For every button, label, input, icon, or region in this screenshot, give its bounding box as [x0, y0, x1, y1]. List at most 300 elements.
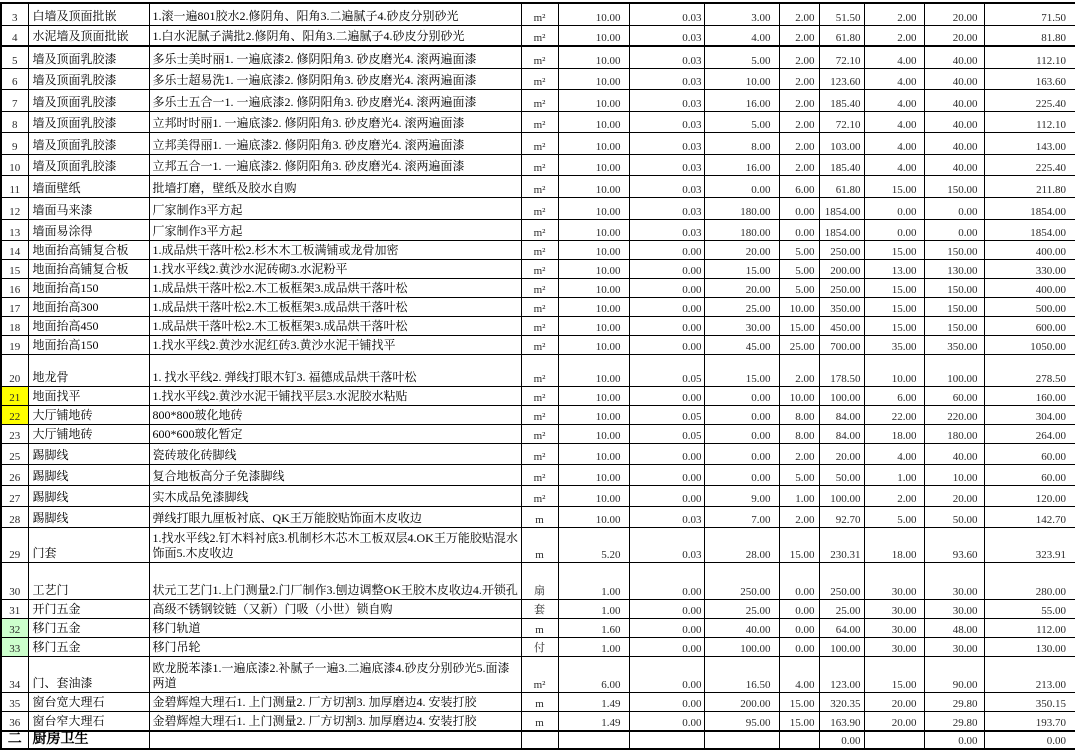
- cell-total[interactable]: 1854.00: [984, 219, 1075, 240]
- cell-value-6[interactable]: 30.00: [924, 562, 984, 599]
- cell-value-4[interactable]: 100.00: [819, 386, 864, 405]
- cell-quantity[interactable]: 6.00: [558, 656, 629, 692]
- cell-value-1[interactable]: 0.00: [629, 297, 704, 316]
- cell-quantity[interactable]: 10.00: [558, 197, 629, 219]
- cell-total[interactable]: 280.00: [984, 562, 1075, 599]
- cell-value-5[interactable]: 22.00: [864, 405, 924, 424]
- cell-value-3[interactable]: 2.00: [779, 132, 819, 154]
- cell-total[interactable]: 213.00: [984, 656, 1075, 692]
- cell-value-4[interactable]: 72.10: [819, 46, 864, 68]
- cell-value-2[interactable]: 16.00: [704, 154, 779, 175]
- cell-row-number[interactable]: 22: [1, 405, 28, 424]
- cell-item-name[interactable]: 地面抬高300: [28, 297, 149, 316]
- cell-value-1[interactable]: 0.05: [629, 405, 704, 424]
- cell-value-6[interactable]: 30.00: [924, 637, 984, 656]
- cell-value-4[interactable]: 84.00: [819, 424, 864, 443]
- cell-item-name[interactable]: 踢脚线: [28, 506, 149, 527]
- cell-value-5[interactable]: 15.00: [864, 175, 924, 197]
- cell-value-2[interactable]: 15.00: [704, 259, 779, 278]
- cell-unit[interactable]: 套: [521, 599, 558, 618]
- cell-value-2[interactable]: 3.00: [704, 3, 779, 25]
- cell-value-2[interactable]: 250.00: [704, 562, 779, 599]
- cell-description[interactable]: 弹线打眼九厘板衬底、QK王万能胶贴饰面木皮收边: [149, 506, 521, 527]
- cell-value-5[interactable]: 4.00: [864, 46, 924, 68]
- cell-quantity[interactable]: 10.00: [558, 46, 629, 68]
- cell-item-name[interactable]: 厨房卫生: [28, 731, 149, 749]
- cell-row-number[interactable]: 27: [1, 485, 28, 506]
- cell-description[interactable]: 立邦时时丽1. 一遍底漆2. 修阴阳角3. 砂皮磨光4. 滚两遍面漆: [149, 111, 521, 132]
- cell-item-name[interactable]: 踢脚线: [28, 464, 149, 485]
- cell-value-6[interactable]: 180.00: [924, 424, 984, 443]
- cell-value-3[interactable]: 1.00: [779, 485, 819, 506]
- cell-value-2[interactable]: 0.00: [704, 405, 779, 424]
- cell-value-6[interactable]: 29.80: [924, 711, 984, 731]
- cell-value-1[interactable]: 0.00: [629, 464, 704, 485]
- cell-description[interactable]: 厂家制作3平方起: [149, 197, 521, 219]
- cell-quantity[interactable]: 10.00: [558, 68, 629, 89]
- cell-value-3[interactable]: 15.00: [779, 692, 819, 711]
- cell-unit[interactable]: m²: [521, 485, 558, 506]
- cell-total[interactable]: 60.00: [984, 443, 1075, 464]
- cell-value-3[interactable]: 6.00: [779, 175, 819, 197]
- cell-quantity[interactable]: 10.00: [558, 154, 629, 175]
- cell-unit[interactable]: m²: [521, 89, 558, 111]
- cell-value-2[interactable]: 28.00: [704, 527, 779, 562]
- cell-description[interactable]: 1.找水平线2.黄沙水泥干铺找平层3.水泥胶水粘贴: [149, 386, 521, 405]
- cell-description[interactable]: 1.白水泥腻子满批2.修阴角、阳角3.二遍腻子4.砂皮分别砂光: [149, 25, 521, 46]
- cell-quantity[interactable]: 10.00: [558, 259, 629, 278]
- cell-value-4[interactable]: 1854.00: [819, 197, 864, 219]
- cell-value-1[interactable]: 0.00: [629, 711, 704, 731]
- cell-value-1[interactable]: 0.03: [629, 46, 704, 68]
- cell-total[interactable]: 500.00: [984, 297, 1075, 316]
- cell-value-6[interactable]: 150.00: [924, 297, 984, 316]
- cell-value-3[interactable]: 2.00: [779, 506, 819, 527]
- cell-description[interactable]: 1.滚一遍801胶水2.修阴角、阳角3.二遍腻子4.砂皮分别砂光: [149, 3, 521, 25]
- cell-value-3[interactable]: 25.00: [779, 335, 819, 354]
- cell-unit[interactable]: m²: [521, 424, 558, 443]
- cell-unit[interactable]: m²: [521, 656, 558, 692]
- cell-total[interactable]: 400.00: [984, 240, 1075, 259]
- cell-value-5[interactable]: 30.00: [864, 599, 924, 618]
- cell-value-3[interactable]: [779, 731, 819, 749]
- cell-value-5[interactable]: 5.00: [864, 506, 924, 527]
- cell-value-6[interactable]: 100.00: [924, 354, 984, 386]
- cell-total[interactable]: 163.60: [984, 68, 1075, 89]
- cell-value-1[interactable]: 0.03: [629, 89, 704, 111]
- cell-value-2[interactable]: 0.00: [704, 386, 779, 405]
- cell-quantity[interactable]: 10.00: [558, 240, 629, 259]
- cell-description[interactable]: 1.成品烘干落叶松2.杉木木工板满铺或龙骨加密: [149, 240, 521, 259]
- cell-item-name[interactable]: 墙及顶面乳胶漆: [28, 46, 149, 68]
- cell-value-6[interactable]: 130.00: [924, 259, 984, 278]
- cell-value-6[interactable]: 30.00: [924, 599, 984, 618]
- cell-value-2[interactable]: 5.00: [704, 46, 779, 68]
- cell-value-4[interactable]: 92.70: [819, 506, 864, 527]
- cell-total[interactable]: 120.00: [984, 485, 1075, 506]
- cell-value-5[interactable]: 30.00: [864, 618, 924, 637]
- cell-description[interactable]: 600*600玻化暂定: [149, 424, 521, 443]
- cell-value-5[interactable]: 4.00: [864, 89, 924, 111]
- cell-value-4[interactable]: 123.60: [819, 68, 864, 89]
- cell-item-name[interactable]: 移门五金: [28, 637, 149, 656]
- cell-quantity[interactable]: 1.00: [558, 562, 629, 599]
- cell-total[interactable]: 193.70: [984, 711, 1075, 731]
- cell-item-name[interactable]: 地面抬高150: [28, 278, 149, 297]
- cell-value-5[interactable]: 1.00: [864, 464, 924, 485]
- cell-unit[interactable]: m²: [521, 335, 558, 354]
- cell-value-6[interactable]: 150.00: [924, 278, 984, 297]
- cell-description[interactable]: [149, 731, 521, 749]
- cell-value-4[interactable]: 700.00: [819, 335, 864, 354]
- cell-value-2[interactable]: 0.00: [704, 443, 779, 464]
- cell-item-name[interactable]: 墙面壁纸: [28, 175, 149, 197]
- cell-row-number[interactable]: 33: [1, 637, 28, 656]
- cell-value-6[interactable]: 48.00: [924, 618, 984, 637]
- cell-value-6[interactable]: 40.00: [924, 154, 984, 175]
- cell-quantity[interactable]: 5.20: [558, 527, 629, 562]
- cell-value-4[interactable]: 250.00: [819, 562, 864, 599]
- cell-value-2[interactable]: 0.00: [704, 424, 779, 443]
- cell-value-1[interactable]: 0.00: [629, 692, 704, 711]
- cell-value-6[interactable]: 220.00: [924, 405, 984, 424]
- cell-value-3[interactable]: 5.00: [779, 259, 819, 278]
- cell-total[interactable]: 112.10: [984, 111, 1075, 132]
- cell-quantity[interactable]: 10.00: [558, 335, 629, 354]
- cell-quantity[interactable]: 10.00: [558, 25, 629, 46]
- cell-description[interactable]: 厂家制作3平方起: [149, 219, 521, 240]
- cell-row-number[interactable]: 15: [1, 259, 28, 278]
- cell-row-number[interactable]: 9: [1, 132, 28, 154]
- cell-total[interactable]: 1854.00: [984, 197, 1075, 219]
- cell-value-6[interactable]: 10.00: [924, 464, 984, 485]
- cell-unit[interactable]: m: [521, 692, 558, 711]
- cell-description[interactable]: 状元工艺门1.上门测量2.门厂制作3.刨边调整OK王胶木皮收边4.开锁孔: [149, 562, 521, 599]
- cell-item-name[interactable]: 墙面马来漆: [28, 197, 149, 219]
- cell-value-1[interactable]: 0.03: [629, 219, 704, 240]
- cell-value-1[interactable]: 0.03: [629, 506, 704, 527]
- cell-unit[interactable]: m²: [521, 297, 558, 316]
- cell-description[interactable]: 高级不锈钢铰链（又新）门吸（小世）锁自购: [149, 599, 521, 618]
- cell-value-2[interactable]: 25.00: [704, 599, 779, 618]
- cell-item-name[interactable]: 地龙骨: [28, 354, 149, 386]
- cell-value-4[interactable]: 100.00: [819, 485, 864, 506]
- cell-value-1[interactable]: 0.05: [629, 424, 704, 443]
- cell-value-3[interactable]: 5.00: [779, 240, 819, 259]
- cell-value-3[interactable]: 2.00: [779, 25, 819, 46]
- cell-value-2[interactable]: [704, 731, 779, 749]
- cell-value-4[interactable]: 185.40: [819, 154, 864, 175]
- cell-value-2[interactable]: 180.00: [704, 197, 779, 219]
- cell-row-number[interactable]: 5: [1, 46, 28, 68]
- cell-value-4[interactable]: 100.00: [819, 637, 864, 656]
- cell-row-number[interactable]: 34: [1, 656, 28, 692]
- cell-quantity[interactable]: 10.00: [558, 278, 629, 297]
- cell-value-1[interactable]: 0.05: [629, 354, 704, 386]
- cell-row-number[interactable]: 6: [1, 68, 28, 89]
- cell-value-2[interactable]: 10.00: [704, 68, 779, 89]
- cell-row-number[interactable]: 16: [1, 278, 28, 297]
- cell-total[interactable]: 323.91: [984, 527, 1075, 562]
- cell-value-4[interactable]: 50.00: [819, 464, 864, 485]
- cell-row-number[interactable]: 23: [1, 424, 28, 443]
- cell-total[interactable]: 264.00: [984, 424, 1075, 443]
- cell-value-3[interactable]: 2.00: [779, 443, 819, 464]
- cell-value-4[interactable]: 320.35: [819, 692, 864, 711]
- cell-value-3[interactable]: 2.00: [779, 154, 819, 175]
- cell-quantity[interactable]: 10.00: [558, 443, 629, 464]
- cell-item-name[interactable]: 墙及顶面乳胶漆: [28, 68, 149, 89]
- cell-quantity[interactable]: 10.00: [558, 132, 629, 154]
- cell-value-4[interactable]: 61.80: [819, 25, 864, 46]
- cell-value-5[interactable]: 4.00: [864, 443, 924, 464]
- cell-total[interactable]: 143.00: [984, 132, 1075, 154]
- cell-unit[interactable]: m²: [521, 443, 558, 464]
- cell-value-2[interactable]: 0.00: [704, 175, 779, 197]
- cell-value-4[interactable]: 163.90: [819, 711, 864, 731]
- cell-value-1[interactable]: 0.00: [629, 637, 704, 656]
- cell-description[interactable]: 移门轨道: [149, 618, 521, 637]
- cell-value-6[interactable]: 20.00: [924, 3, 984, 25]
- cell-quantity[interactable]: 10.00: [558, 297, 629, 316]
- cell-value-1[interactable]: 0.00: [629, 240, 704, 259]
- cell-value-3[interactable]: 2.00: [779, 89, 819, 111]
- cell-unit[interactable]: m²: [521, 278, 558, 297]
- cell-value-1[interactable]: 0.00: [629, 443, 704, 464]
- cell-value-4[interactable]: 51.50: [819, 3, 864, 25]
- cell-value-3[interactable]: 0.00: [779, 197, 819, 219]
- cell-value-5[interactable]: 18.00: [864, 527, 924, 562]
- cell-value-1[interactable]: 0.00: [629, 386, 704, 405]
- cell-row-number[interactable]: 30: [1, 562, 28, 599]
- cell-value-4[interactable]: 250.00: [819, 278, 864, 297]
- cell-unit[interactable]: 付: [521, 637, 558, 656]
- cell-value-5[interactable]: 2.00: [864, 25, 924, 46]
- cell-value-1[interactable]: 0.03: [629, 68, 704, 89]
- cell-row-number[interactable]: 7: [1, 89, 28, 111]
- cell-value-4[interactable]: 450.00: [819, 316, 864, 335]
- cell-value-5[interactable]: [864, 731, 924, 749]
- cell-value-6[interactable]: 29.80: [924, 692, 984, 711]
- cell-quantity[interactable]: 1.00: [558, 637, 629, 656]
- cell-unit[interactable]: m²: [521, 68, 558, 89]
- cell-total[interactable]: 130.00: [984, 637, 1075, 656]
- cell-quantity[interactable]: [558, 731, 629, 749]
- cell-unit[interactable]: m²: [521, 219, 558, 240]
- cell-description[interactable]: 1.找水平线2.钉木料衬底3.机制杉木芯木工板双层4.OK王万能胶贴混水饰面5.木皮收边: [149, 527, 521, 562]
- cell-value-6[interactable]: 0.00: [924, 731, 984, 749]
- cell-value-5[interactable]: 4.00: [864, 132, 924, 154]
- cell-unit[interactable]: m²: [521, 354, 558, 386]
- cell-description[interactable]: 多乐士超易洗1. 一遍底漆2. 修阴阳角3. 砂皮磨光4. 滚两遍面漆: [149, 68, 521, 89]
- cell-total[interactable]: 71.50: [984, 3, 1075, 25]
- cell-quantity[interactable]: 10.00: [558, 464, 629, 485]
- cell-quantity[interactable]: 1.49: [558, 711, 629, 731]
- cell-value-2[interactable]: 100.00: [704, 637, 779, 656]
- cell-value-3[interactable]: 2.00: [779, 354, 819, 386]
- cell-description[interactable]: 多乐士五合一1. 一遍底漆2. 修阴阳角3. 砂皮磨光4. 滚两遍面漆: [149, 89, 521, 111]
- cell-quantity[interactable]: 1.49: [558, 692, 629, 711]
- cell-row-number[interactable]: 8: [1, 111, 28, 132]
- cell-value-5[interactable]: 0.00: [864, 219, 924, 240]
- cell-value-4[interactable]: 178.50: [819, 354, 864, 386]
- cell-total[interactable]: 112.00: [984, 618, 1075, 637]
- cell-row-number[interactable]: 10: [1, 154, 28, 175]
- cell-unit[interactable]: m²: [521, 259, 558, 278]
- cell-value-2[interactable]: 25.00: [704, 297, 779, 316]
- cell-value-2[interactable]: 7.00: [704, 506, 779, 527]
- cell-value-4[interactable]: 230.31: [819, 527, 864, 562]
- cell-quantity[interactable]: 10.00: [558, 424, 629, 443]
- cell-value-5[interactable]: 30.00: [864, 562, 924, 599]
- cell-value-2[interactable]: 30.00: [704, 316, 779, 335]
- cell-description[interactable]: 金碧辉煌大理石1. 上门测量2. 厂方切割3. 加厚磨边4. 安装打胶: [149, 692, 521, 711]
- cell-value-6[interactable]: 40.00: [924, 443, 984, 464]
- cell-description[interactable]: 立邦美得丽1. 一遍底漆2. 修阴阳角3. 砂皮磨光4. 滚两遍面漆: [149, 132, 521, 154]
- cell-quantity[interactable]: 10.00: [558, 506, 629, 527]
- cell-value-5[interactable]: 4.00: [864, 68, 924, 89]
- cell-item-name[interactable]: 墙及顶面乳胶漆: [28, 111, 149, 132]
- cell-value-1[interactable]: 0.03: [629, 111, 704, 132]
- cell-description[interactable]: 1.成品烘干落叶松2.木工板框架3.成品烘干落叶松: [149, 297, 521, 316]
- cell-item-name[interactable]: 门套: [28, 527, 149, 562]
- cell-value-1[interactable]: 0.00: [629, 562, 704, 599]
- cell-value-3[interactable]: 0.00: [779, 562, 819, 599]
- cell-total[interactable]: 600.00: [984, 316, 1075, 335]
- cell-value-3[interactable]: 15.00: [779, 711, 819, 731]
- cell-description[interactable]: 1. 找水平线2. 弹线打眼木钉3. 福德成品烘干落叶松: [149, 354, 521, 386]
- cell-value-5[interactable]: 15.00: [864, 316, 924, 335]
- cell-value-5[interactable]: 20.00: [864, 711, 924, 731]
- cell-value-1[interactable]: 0.00: [629, 599, 704, 618]
- cell-quantity[interactable]: 10.00: [558, 405, 629, 424]
- cell-unit[interactable]: m²: [521, 154, 558, 175]
- cell-total[interactable]: 142.70: [984, 506, 1075, 527]
- cell-total[interactable]: 1050.00: [984, 335, 1075, 354]
- cell-row-number[interactable]: 20: [1, 354, 28, 386]
- cell-value-1[interactable]: 0.03: [629, 175, 704, 197]
- cell-item-name[interactable]: 墙及顶面乳胶漆: [28, 89, 149, 111]
- cell-value-5[interactable]: 13.00: [864, 259, 924, 278]
- cell-value-3[interactable]: 0.00: [779, 637, 819, 656]
- cell-value-6[interactable]: 50.00: [924, 506, 984, 527]
- cell-description[interactable]: 1.找水平线2.黄沙水泥红砖3.黄沙水泥干铺找平: [149, 335, 521, 354]
- cell-item-name[interactable]: 地面抬高铺复合板: [28, 259, 149, 278]
- cell-total[interactable]: 60.00: [984, 464, 1075, 485]
- cell-value-4[interactable]: 250.00: [819, 240, 864, 259]
- cell-value-1[interactable]: 0.00: [629, 618, 704, 637]
- cell-value-2[interactable]: 95.00: [704, 711, 779, 731]
- cell-description[interactable]: 瓷砖玻化砖脚线: [149, 443, 521, 464]
- cell-value-1[interactable]: 0.00: [629, 278, 704, 297]
- cell-description[interactable]: 复合地板高分子免漆脚线: [149, 464, 521, 485]
- cell-value-4[interactable]: 64.00: [819, 618, 864, 637]
- cell-row-number[interactable]: 4: [1, 25, 28, 46]
- cell-value-6[interactable]: 40.00: [924, 111, 984, 132]
- cell-value-1[interactable]: 0.00: [629, 316, 704, 335]
- cell-value-4[interactable]: 350.00: [819, 297, 864, 316]
- cell-value-4[interactable]: 200.00: [819, 259, 864, 278]
- cell-total[interactable]: 400.00: [984, 278, 1075, 297]
- cell-item-name[interactable]: 工艺门: [28, 562, 149, 599]
- cell-value-2[interactable]: 5.00: [704, 111, 779, 132]
- cell-value-5[interactable]: 4.00: [864, 154, 924, 175]
- cell-value-6[interactable]: 20.00: [924, 25, 984, 46]
- cell-value-3[interactable]: 5.00: [779, 464, 819, 485]
- cell-total[interactable]: 330.00: [984, 259, 1075, 278]
- cell-value-6[interactable]: 20.00: [924, 485, 984, 506]
- cell-quantity[interactable]: 10.00: [558, 175, 629, 197]
- cell-value-4[interactable]: 72.10: [819, 111, 864, 132]
- cell-unit[interactable]: [521, 731, 558, 749]
- cell-value-1[interactable]: 0.00: [629, 656, 704, 692]
- cell-value-3[interactable]: 2.00: [779, 46, 819, 68]
- cell-quantity[interactable]: 10.00: [558, 354, 629, 386]
- cell-item-name[interactable]: 踢脚线: [28, 485, 149, 506]
- cell-value-1[interactable]: 0.00: [629, 259, 704, 278]
- cell-row-number[interactable]: 32: [1, 618, 28, 637]
- cell-unit[interactable]: m: [521, 711, 558, 731]
- cell-description[interactable]: 金碧辉煌大理石1. 上门测量2. 厂方切割3. 加厚磨边4. 安装打胶: [149, 711, 521, 731]
- cell-value-3[interactable]: 2.00: [779, 3, 819, 25]
- cell-value-6[interactable]: 40.00: [924, 46, 984, 68]
- cell-value-2[interactable]: 4.00: [704, 25, 779, 46]
- cell-item-name[interactable]: 门、套油漆: [28, 656, 149, 692]
- cell-unit[interactable]: m²: [521, 175, 558, 197]
- cell-value-2[interactable]: 8.00: [704, 132, 779, 154]
- cell-row-number[interactable]: 二: [1, 731, 28, 749]
- cell-value-5[interactable]: 15.00: [864, 278, 924, 297]
- cell-item-name[interactable]: 大厅铺地砖: [28, 405, 149, 424]
- cell-total[interactable]: 225.40: [984, 154, 1075, 175]
- cell-value-6[interactable]: 350.00: [924, 335, 984, 354]
- cell-total[interactable]: 211.80: [984, 175, 1075, 197]
- cell-value-6[interactable]: 150.00: [924, 316, 984, 335]
- cell-value-3[interactable]: 15.00: [779, 527, 819, 562]
- cell-quantity[interactable]: 10.00: [558, 219, 629, 240]
- cell-item-name[interactable]: 大厅铺地砖: [28, 424, 149, 443]
- cell-value-5[interactable]: 2.00: [864, 485, 924, 506]
- cell-total[interactable]: 350.15: [984, 692, 1075, 711]
- cell-description[interactable]: 移门吊轮: [149, 637, 521, 656]
- cell-unit[interactable]: m²: [521, 240, 558, 259]
- cell-value-4[interactable]: 185.40: [819, 89, 864, 111]
- cell-value-3[interactable]: 0.00: [779, 618, 819, 637]
- cell-row-number[interactable]: 35: [1, 692, 28, 711]
- cell-unit[interactable]: 扇: [521, 562, 558, 599]
- cell-quantity[interactable]: 10.00: [558, 316, 629, 335]
- cell-item-name[interactable]: 墙及顶面乳胶漆: [28, 154, 149, 175]
- cell-value-5[interactable]: 10.00: [864, 354, 924, 386]
- cell-value-2[interactable]: 0.00: [704, 464, 779, 485]
- cell-description[interactable]: 欧龙脱苯漆1.一遍底漆2.补腻子一遍3.二遍底漆4.砂皮分别砂光5.面漆两道: [149, 656, 521, 692]
- cell-description[interactable]: 多乐士美时丽1. 一遍底漆2. 修阴阳角3. 砂皮磨光4. 滚两遍面漆: [149, 46, 521, 68]
- cell-row-number[interactable]: 17: [1, 297, 28, 316]
- cell-value-1[interactable]: 0.03: [629, 25, 704, 46]
- cell-value-2[interactable]: 16.00: [704, 89, 779, 111]
- cell-description[interactable]: 实木成品免漆脚线: [149, 485, 521, 506]
- cell-value-2[interactable]: 40.00: [704, 618, 779, 637]
- cell-unit[interactable]: m²: [521, 25, 558, 46]
- cell-total[interactable]: 81.80: [984, 25, 1075, 46]
- cell-row-number[interactable]: 12: [1, 197, 28, 219]
- cell-row-number[interactable]: 3: [1, 3, 28, 25]
- cell-unit[interactable]: m: [521, 506, 558, 527]
- cell-value-4[interactable]: 61.80: [819, 175, 864, 197]
- cell-total[interactable]: 225.40: [984, 89, 1075, 111]
- cell-description[interactable]: 1.成品烘干落叶松2.木工板框架3.成品烘干落叶松: [149, 278, 521, 297]
- cell-value-1[interactable]: 0.03: [629, 527, 704, 562]
